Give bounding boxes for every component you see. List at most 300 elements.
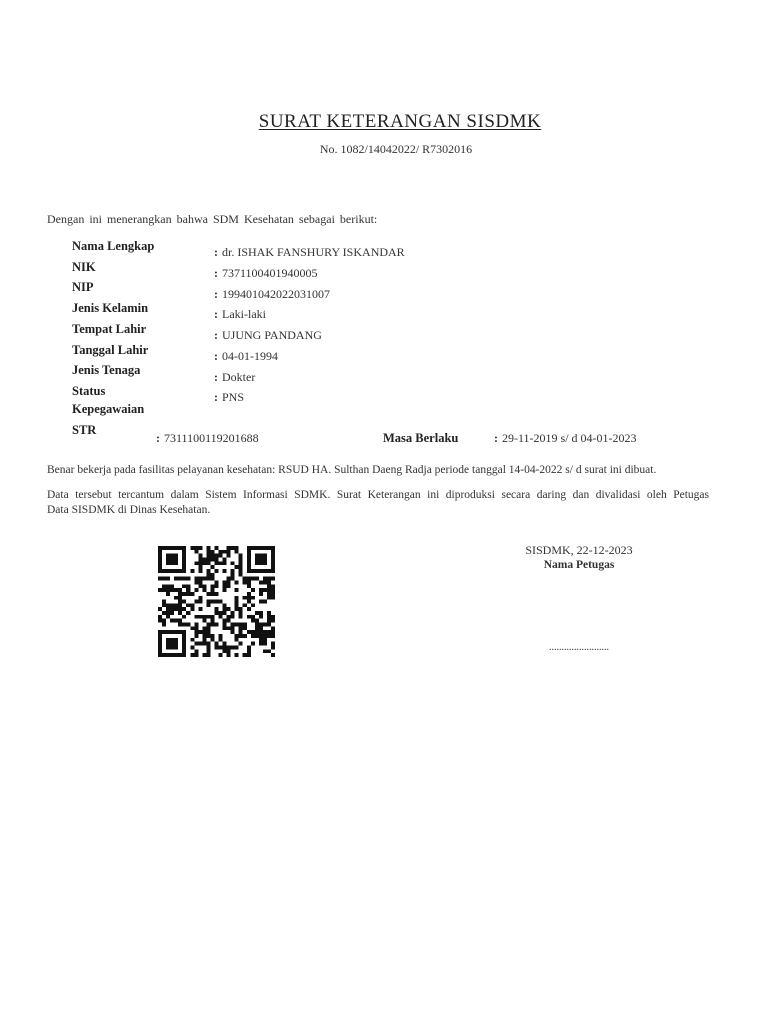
qr-module xyxy=(219,600,223,604)
value-jenis-kelamin: : Laki-laki xyxy=(214,307,266,321)
qr-module xyxy=(214,557,218,561)
qr-module xyxy=(166,554,170,558)
qr-module xyxy=(202,557,206,561)
qr-module xyxy=(174,638,178,642)
qr-module xyxy=(198,577,202,581)
paragraph-data-line1: Data tersebut tercantum dalam Sistem Informasi SDMK. Surat Keterangan ini diproduksi secara daring dan divalidasi oleh Petugas xyxy=(47,489,709,501)
qr-module xyxy=(259,623,263,627)
qr-module xyxy=(247,584,251,588)
qr-module xyxy=(251,634,255,638)
qr-module xyxy=(166,653,170,657)
qr-module xyxy=(158,649,162,653)
qr-module xyxy=(214,611,218,615)
qr-module xyxy=(214,554,218,558)
qr-module xyxy=(186,584,190,588)
qr-module xyxy=(162,600,166,604)
qr-module xyxy=(190,546,194,550)
qr-module xyxy=(223,619,227,623)
label-tanggal-lahir: Tanggal Lahir xyxy=(72,343,149,357)
qr-module xyxy=(166,588,170,592)
qr-module xyxy=(267,580,271,584)
qr-module xyxy=(255,611,259,615)
qr-module xyxy=(182,569,186,573)
value-nama-lengkap: : dr. ISHAK FANSHURY ISKANDAR xyxy=(214,245,405,259)
qr-module xyxy=(271,619,275,623)
qr-module xyxy=(271,615,275,619)
qr-module xyxy=(182,550,186,554)
qr-module xyxy=(231,623,235,627)
qr-module xyxy=(178,607,182,611)
qr-module xyxy=(186,577,190,581)
qr-module xyxy=(166,638,170,642)
qr-module xyxy=(158,646,162,650)
qr-module xyxy=(170,607,174,611)
qr-module xyxy=(158,557,162,561)
qr-module xyxy=(206,623,210,627)
qr-module xyxy=(263,588,267,592)
value-status: : PNS xyxy=(214,390,245,404)
qr-module xyxy=(219,561,223,565)
qr-module xyxy=(170,546,174,550)
qr-module xyxy=(247,630,251,634)
qr-module xyxy=(162,603,166,607)
qr-module xyxy=(271,550,275,554)
qr-module xyxy=(194,550,198,554)
qr-module xyxy=(166,611,170,615)
qr-module xyxy=(267,619,271,623)
qr-module xyxy=(202,626,206,630)
qr-module xyxy=(251,642,255,646)
qr-module xyxy=(223,588,227,592)
label-str: STR xyxy=(72,423,97,437)
qr-module xyxy=(239,561,243,565)
qr-module xyxy=(259,588,263,592)
qr-module xyxy=(239,611,243,615)
qr-module xyxy=(255,634,259,638)
qr-module xyxy=(174,561,178,565)
qr-module xyxy=(235,580,239,584)
qr-module xyxy=(194,642,198,646)
qr-module xyxy=(194,634,198,638)
value-nik: : 7371100401940005 xyxy=(214,266,318,280)
qr-module xyxy=(158,607,162,611)
qr-module xyxy=(178,569,182,573)
qr-module xyxy=(186,611,190,615)
qr-module xyxy=(263,577,267,581)
qr-module xyxy=(174,607,178,611)
qr-module xyxy=(198,561,202,565)
qr-module xyxy=(210,623,214,627)
qr-module xyxy=(170,653,174,657)
qr-module xyxy=(182,607,186,611)
qr-module xyxy=(198,569,202,573)
label-jenis-tenaga: Jenis Tenaga xyxy=(72,363,141,377)
qr-module xyxy=(178,596,182,600)
qr-module xyxy=(243,603,247,607)
qr-module xyxy=(231,646,235,650)
qr-module xyxy=(162,619,166,623)
qr-module xyxy=(194,630,198,634)
qr-module xyxy=(243,580,247,584)
qr-module xyxy=(223,603,227,607)
qr-module xyxy=(239,642,243,646)
qr-module xyxy=(259,611,263,615)
qr-module xyxy=(263,580,267,584)
qr-module xyxy=(170,569,174,573)
qr-module xyxy=(271,546,275,550)
qr-module xyxy=(190,653,194,657)
value-str: : 7311100119201688 xyxy=(156,431,259,445)
qr-module xyxy=(255,546,259,550)
qr-module xyxy=(206,561,210,565)
qr-module xyxy=(227,584,231,588)
qr-module xyxy=(174,557,178,561)
qr-module xyxy=(206,600,210,604)
qr-module xyxy=(267,569,271,573)
qr-module xyxy=(214,592,218,596)
qr-module xyxy=(174,653,178,657)
qr-module xyxy=(170,630,174,634)
qr-module xyxy=(206,642,210,646)
qr-module xyxy=(162,588,166,592)
qr-module xyxy=(271,554,275,558)
qr-module xyxy=(158,630,162,634)
qr-module xyxy=(251,546,255,550)
qr-module xyxy=(186,603,190,607)
qr-module xyxy=(202,561,206,565)
qr-module xyxy=(235,638,239,642)
qr-module xyxy=(231,569,235,573)
qr-module xyxy=(198,584,202,588)
qr-module xyxy=(271,630,275,634)
qr-module xyxy=(247,615,251,619)
qr-module xyxy=(182,546,186,550)
qr-module xyxy=(247,569,251,573)
qr-module xyxy=(251,619,255,623)
qr-module xyxy=(170,554,174,558)
qr-module xyxy=(178,577,182,581)
qr-module xyxy=(190,603,194,607)
qr-module xyxy=(158,577,162,581)
qr-module xyxy=(223,626,227,630)
qr-module xyxy=(158,638,162,642)
qr-module xyxy=(259,554,263,558)
qr-module xyxy=(162,653,166,657)
signature-officer-label: Nama Petugas xyxy=(543,559,615,571)
qr-module xyxy=(259,630,263,634)
label-kepegawaian: Kepegawaian xyxy=(72,402,145,416)
qr-module xyxy=(162,623,166,627)
qr-module xyxy=(206,550,210,554)
qr-module xyxy=(259,580,263,584)
intro-text: Dengan ini menerangkan bahwa SDM Kesehatan sebagai berikut: xyxy=(47,212,378,226)
qr-module xyxy=(198,565,202,569)
qr-module xyxy=(170,603,174,607)
qr-module xyxy=(182,557,186,561)
qr-module xyxy=(166,561,170,565)
qr-module xyxy=(227,649,231,653)
qr-module xyxy=(202,630,206,634)
qr-module xyxy=(190,607,194,611)
qr-module xyxy=(158,550,162,554)
qr-module xyxy=(182,565,186,569)
signature-dots: ........................ xyxy=(549,642,609,653)
qr-module xyxy=(166,569,170,573)
qr-module xyxy=(251,577,255,581)
qr-module xyxy=(186,623,190,627)
qr-module xyxy=(219,554,223,558)
document-title: SURAT KETERANGAN SISDMK xyxy=(258,111,542,132)
qr-module xyxy=(170,588,174,592)
qr-module xyxy=(243,653,247,657)
qr-module xyxy=(194,615,198,619)
label-nik: NIK xyxy=(72,260,96,274)
qr-module xyxy=(263,600,267,604)
qr-module xyxy=(178,611,182,615)
qr-module xyxy=(243,634,247,638)
qr-module xyxy=(267,611,271,615)
qr-module xyxy=(235,596,239,600)
qr-module xyxy=(174,619,178,623)
qr-module xyxy=(259,642,263,646)
qr-module xyxy=(182,638,186,642)
qr-module xyxy=(271,584,275,588)
qr-module xyxy=(223,584,227,588)
qr-module xyxy=(235,623,239,627)
qr-module xyxy=(263,569,267,573)
qr-module xyxy=(247,600,251,604)
qr-module xyxy=(158,642,162,646)
qr-module xyxy=(235,546,239,550)
qr-module xyxy=(166,557,170,561)
qr-module xyxy=(202,634,206,638)
document-number: No. 1082/14042022/ R7302016 xyxy=(319,142,473,156)
qr-module xyxy=(190,569,194,573)
qr-module xyxy=(219,550,223,554)
label-nama-lengkap: Nama Lengkap xyxy=(72,239,155,253)
qr-module xyxy=(267,649,271,653)
qr-module xyxy=(259,557,263,561)
qr-module xyxy=(214,584,218,588)
qr-module xyxy=(214,546,218,550)
qr-module xyxy=(182,584,186,588)
qr-module xyxy=(223,557,227,561)
qr-module xyxy=(255,554,259,558)
qr-module xyxy=(239,554,243,558)
qr-module xyxy=(166,630,170,634)
qr-module xyxy=(210,634,214,638)
qr-module xyxy=(194,600,198,604)
qr-module xyxy=(271,561,275,565)
qr-module xyxy=(271,557,275,561)
qr-module xyxy=(263,554,267,558)
qr-module xyxy=(251,596,255,600)
qr-module xyxy=(267,546,271,550)
qr-module xyxy=(223,561,227,565)
qr-module xyxy=(263,630,267,634)
qr-module xyxy=(206,634,210,638)
qr-module xyxy=(259,569,263,573)
qr-module xyxy=(174,588,178,592)
qr-module xyxy=(194,588,198,592)
qr-module xyxy=(178,588,182,592)
qr-module xyxy=(186,588,190,592)
qr-module xyxy=(231,615,235,619)
qr-module xyxy=(198,554,202,558)
qr-module xyxy=(259,615,263,619)
qr-module xyxy=(255,557,259,561)
qr-module xyxy=(198,580,202,584)
qr-module xyxy=(219,638,223,642)
qr-module xyxy=(190,638,194,642)
qr-module xyxy=(182,615,186,619)
qr-module xyxy=(182,623,186,627)
qr-module xyxy=(166,642,170,646)
qr-module xyxy=(263,634,267,638)
qr-module xyxy=(271,646,275,650)
qr-module xyxy=(166,592,170,596)
qr-module xyxy=(247,649,251,653)
qr-module xyxy=(202,638,206,642)
qr-module xyxy=(162,630,166,634)
qr-module xyxy=(178,603,182,607)
qr-module xyxy=(174,546,178,550)
qr-module xyxy=(243,626,247,630)
qr-module xyxy=(223,550,227,554)
qr-module xyxy=(235,653,239,657)
qr-module xyxy=(206,649,210,653)
qr-module xyxy=(263,546,267,550)
qr-module xyxy=(271,565,275,569)
qr-module xyxy=(210,638,214,642)
qr-module xyxy=(194,653,198,657)
qr-module xyxy=(166,615,170,619)
qr-module xyxy=(259,626,263,630)
qr-module xyxy=(158,615,162,619)
qr-module xyxy=(251,615,255,619)
qr-module xyxy=(263,642,267,646)
qr-module xyxy=(271,634,275,638)
qr-module xyxy=(239,615,243,619)
qr-module xyxy=(271,626,275,630)
qr-module xyxy=(174,630,178,634)
qr-module xyxy=(267,584,271,588)
qr-module xyxy=(170,584,174,588)
qr-module xyxy=(170,611,174,615)
qr-module xyxy=(174,646,178,650)
qr-module xyxy=(202,619,206,623)
qr-module xyxy=(247,557,251,561)
qr-module xyxy=(162,546,166,550)
qr-module xyxy=(198,557,202,561)
qr-module xyxy=(251,588,255,592)
qr-module xyxy=(190,626,194,630)
signature-place-date: SISDMK, 22-12-2023 xyxy=(525,543,633,557)
qr-module xyxy=(247,565,251,569)
qr-module xyxy=(271,577,275,581)
qr-module xyxy=(239,626,243,630)
qr-module xyxy=(219,611,223,615)
qr-module xyxy=(239,557,243,561)
qr-module xyxy=(178,653,182,657)
qr-module xyxy=(178,546,182,550)
qr-module xyxy=(259,634,263,638)
qr-module xyxy=(267,577,271,581)
qr-module xyxy=(158,546,162,550)
qr-module xyxy=(170,638,174,642)
qr-module xyxy=(158,588,162,592)
qr-module xyxy=(247,561,251,565)
qr-module xyxy=(206,603,210,607)
qr-module xyxy=(206,546,210,550)
qr-module xyxy=(198,546,202,550)
qr-module xyxy=(251,569,255,573)
qr-module xyxy=(235,603,239,607)
qr-module xyxy=(198,642,202,646)
qr-module xyxy=(227,550,231,554)
label-tempat-lahir: Tempat Lahir xyxy=(72,322,147,336)
qr-module xyxy=(223,642,227,646)
qr-module xyxy=(166,546,170,550)
qr-module xyxy=(255,577,259,581)
qr-module xyxy=(223,607,227,611)
qr-module xyxy=(227,546,231,550)
qr-module xyxy=(214,607,218,611)
qr-module xyxy=(162,584,166,588)
qr-module xyxy=(247,646,251,650)
label-nip: NIP xyxy=(72,280,94,294)
qr-module xyxy=(223,611,227,615)
qr-module xyxy=(198,600,202,604)
label-masa-berlaku: Masa Berlaku xyxy=(383,431,459,445)
qr-module xyxy=(227,577,231,581)
qr-module xyxy=(166,603,170,607)
qr-module xyxy=(202,653,206,657)
qr-module xyxy=(271,569,275,573)
qr-module xyxy=(247,550,251,554)
qr-module xyxy=(202,577,206,581)
qr-module xyxy=(170,619,174,623)
qr-module xyxy=(247,554,251,558)
qr-module xyxy=(235,646,239,650)
qr-module xyxy=(267,588,271,592)
qr-module xyxy=(182,592,186,596)
qr-module xyxy=(158,619,162,623)
qr-module xyxy=(206,592,210,596)
qr-module xyxy=(206,569,210,573)
qr-module xyxy=(231,626,235,630)
qr-module xyxy=(158,634,162,638)
value-masa-berlaku: : 29-11-2019 s/ d 04-01-2023 xyxy=(494,431,637,445)
qr-module xyxy=(214,569,218,573)
qr-module xyxy=(206,626,210,630)
qr-module xyxy=(247,596,251,600)
qr-module xyxy=(182,649,186,653)
qr-module xyxy=(223,649,227,653)
qr-module xyxy=(190,592,194,596)
qr-module xyxy=(267,615,271,619)
qr-module xyxy=(158,653,162,657)
qr-module xyxy=(170,646,174,650)
qr-module xyxy=(170,642,174,646)
qr-module xyxy=(170,561,174,565)
qr-module xyxy=(174,554,178,558)
qr-module xyxy=(239,623,243,627)
qr-module xyxy=(186,592,190,596)
qr-module xyxy=(271,653,275,657)
paragraph-employment: Benar bekerja pada fasilitas pelayanan kesehatan: RSUD HA. Sulthan Daeng Radja periode tanggal 14-04-2022 s/ d surat ini dibuat. xyxy=(47,464,657,476)
qr-module xyxy=(243,596,247,600)
